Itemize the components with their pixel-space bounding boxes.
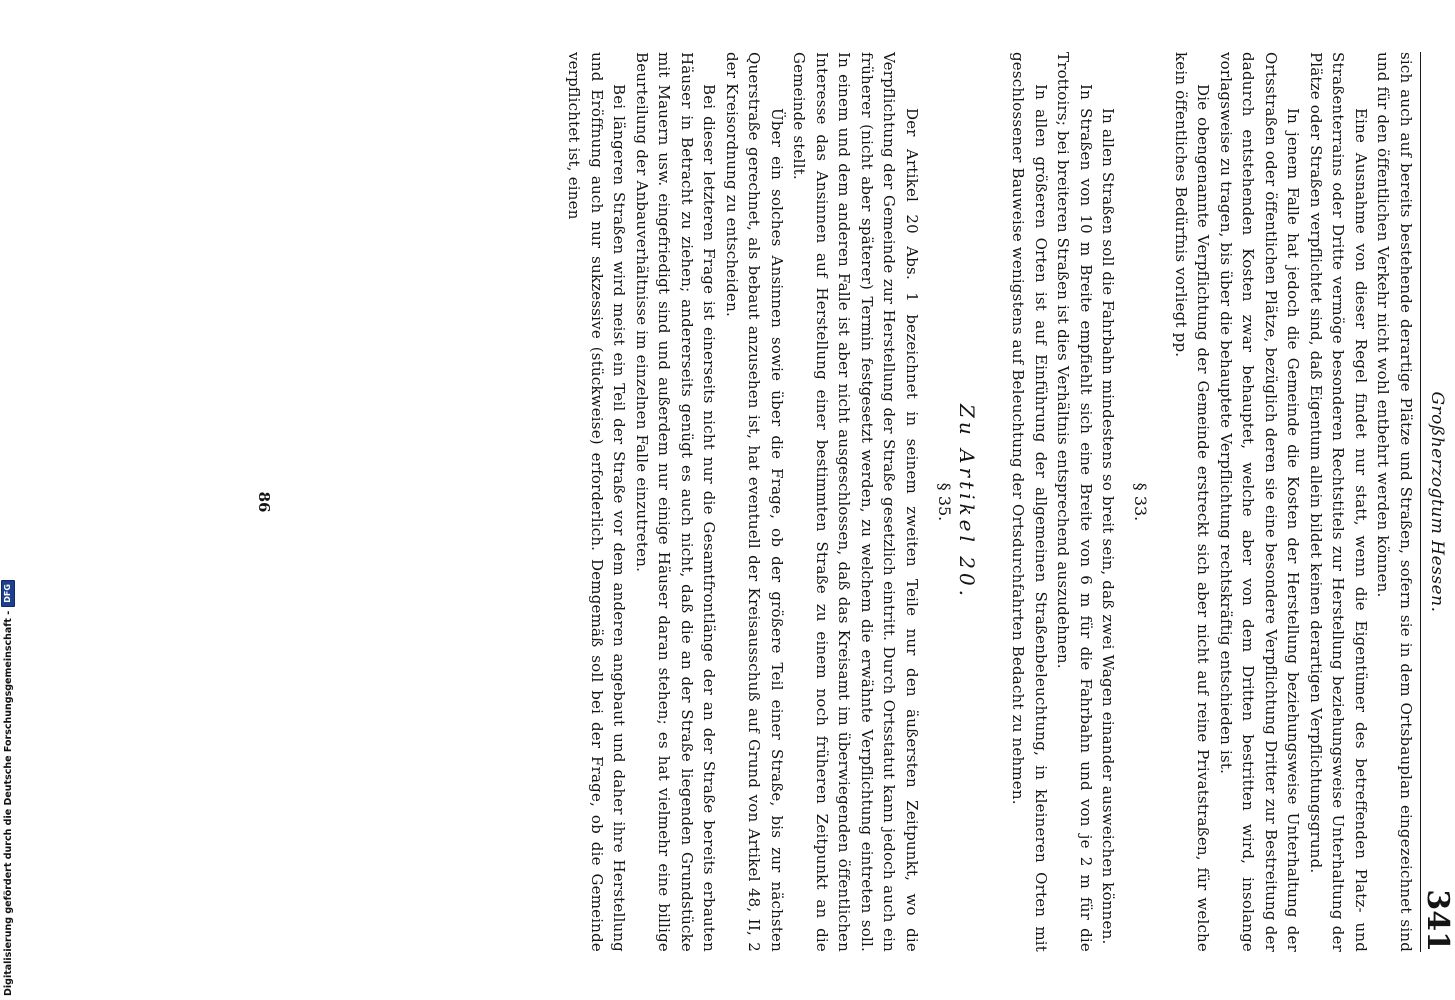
paragraph-roadway-width: In allen Straßen soll die Fahrbahn mindestens so breit sein, daß zwei Wagen einander ausweichen können. — [1099, 108, 1118, 945]
paragraph-request: Über ein solches Ansinnen sowie über die Frage, ob der größere Teil einer Straße, bis zur nächsten Querstraße gerechnet, als bebaut anzusehen ist, hat eventuell der Kreisausschuß auf Grund von Artikel 48, II, 2 der Kreisordnung zu entscheiden. — [723, 52, 786, 952]
page-body — [563, 52, 1417, 952]
paragraph-street-dimensions: In Straßen von 10 m Breite empfiehlt sich eine Breite von 6 m für die Fahrbahn und von je 2 m für die Trottoirs; bei breiteren Straßen ist dies Verhältnis entsprechend auszudehnen. — [1054, 52, 1095, 952]
header-title: Großherzogtum Hessen. — [1427, 391, 1447, 613]
paragraph-exception: Eine Ausnahme von dieser Regel findet nur statt, wenn die Eigentümer des betreffenden Platz- und Straßenterrains oder Dritte vermöge besonderen Rechtstitels zur Herstellung beziehungsweise Unterhaltung der Plätze oder Straßen verpflichtet sind, daß Eigentum allein bildet keinen derartigen Verpflichtungsgrund. — [1307, 52, 1370, 952]
paragraph-private-streets: Die obengenannte Verpflichtung der Gemeinde erstreckt sich aber nicht auf reine Privatstraßen, für welche kein öffentliches Bedürfnis vorliegt pp. — [1172, 52, 1213, 952]
credit-text: Digitalisierung gefördert durch die Deutsche Forschungsgemeinschaft - — [2, 610, 14, 996]
paragraph-longer-streets: Bei längeren Straßen wird meist ein Teil der Straße vor dem anderen angebaut und daher ihre Herstellung und Eröffnung auch nur sukzessive (stückweise) erforderlich. Demgemäß soll bei der Frage, ob die Gemeinde verpflichtet ist, einen — [565, 52, 629, 952]
running-header — [1420, 52, 1455, 952]
section-33-heading: § 33. — [1131, 482, 1151, 522]
page-number: 341 — [1420, 889, 1455, 952]
paragraph-continuation: sich auch auf bereits bestehende derartige Plätze und Straßen, sofern sie in dem Ortsbauplan eingezeichnet sind und für den öffentlichen Verkehr nicht wohl entbehrt werden können. — [1374, 52, 1415, 952]
digitization-credit — [0, 0, 16, 1000]
document-page — [103, 0, 1455, 1000]
dfg-logo-icon: DFG — [1, 580, 15, 607]
paragraph-frontage: Bei dieser letzteren Frage ist einerseits nicht nur die Gesamtfrontlänge der an der Straße bereits erbauten Häuser in Betracht zu ziehen; andererseits genügt es auch nicht, daß die an der Straße liegenden Grundstücke mit Mauern usw. eingefriedigt sind und außerdem nur einige Häuser daran stehen; es hat vielmehr eine billige Beurteilung der Anbauverhältnisse im einzelnen Falle einzutreten. — [633, 52, 719, 952]
page-content — [205, 12, 1455, 992]
signature-number: 86 — [255, 491, 273, 513]
article-20-heading: Zu Artikel 20. — [955, 403, 979, 601]
paragraph-article-20: Der Artikel 20 Abs. 1 bezeichnet in seinem zweiten Teile nur den äußersten Zeitpunkt, wo die Verpflichtung der Gemeinde zur Herstellung der Straße gesetzlich eintritt. Durch Ortsstatut kann jedoch auch ein früherer (nicht aber späterer) Termin festgesetzt werden, zu welchem die erwähnte Verpflichtung eintreten soll. In einem und dem anderen Falle ist aber nicht ausgeschlossen, daß das Kreisamt im überwiegenden öffentlichen Interesse das Ansinnen auf Herstellung einer bestimmten Straße zu einem noch früheren Zeitpunkt an die Gemeinde stellt. — [790, 52, 921, 952]
paragraph-costs: In jenem Falle hat jedoch die Gemeinde die Kosten der Herstellung beziehungsweise Unterhaltung der Ortsstraßen oder öffentlichen Plätze, bezüglich deren sie eine besondere Verpflichtung Dritter zur Bestreitung der dadurch entstehenden Kosten zwar behauptet, welche aber von dem Dritten bestritten wird, insolange vorlagsweise zu tragen, bis über die behauptete Verpflichtung rechtskräftig entschieden ist. — [1217, 52, 1303, 952]
section-35-heading: § 35. — [935, 482, 954, 522]
paragraph-street-lighting: In allen größeren Orten ist auf Einführung der allgemeinen Straßenbeleuchtung, in kleineren Orten mit geschlossener Bauweise wenigstens auf Beleuchtung der Ortsdurchfahrten Bedacht zu nehmen. — [1009, 52, 1050, 952]
